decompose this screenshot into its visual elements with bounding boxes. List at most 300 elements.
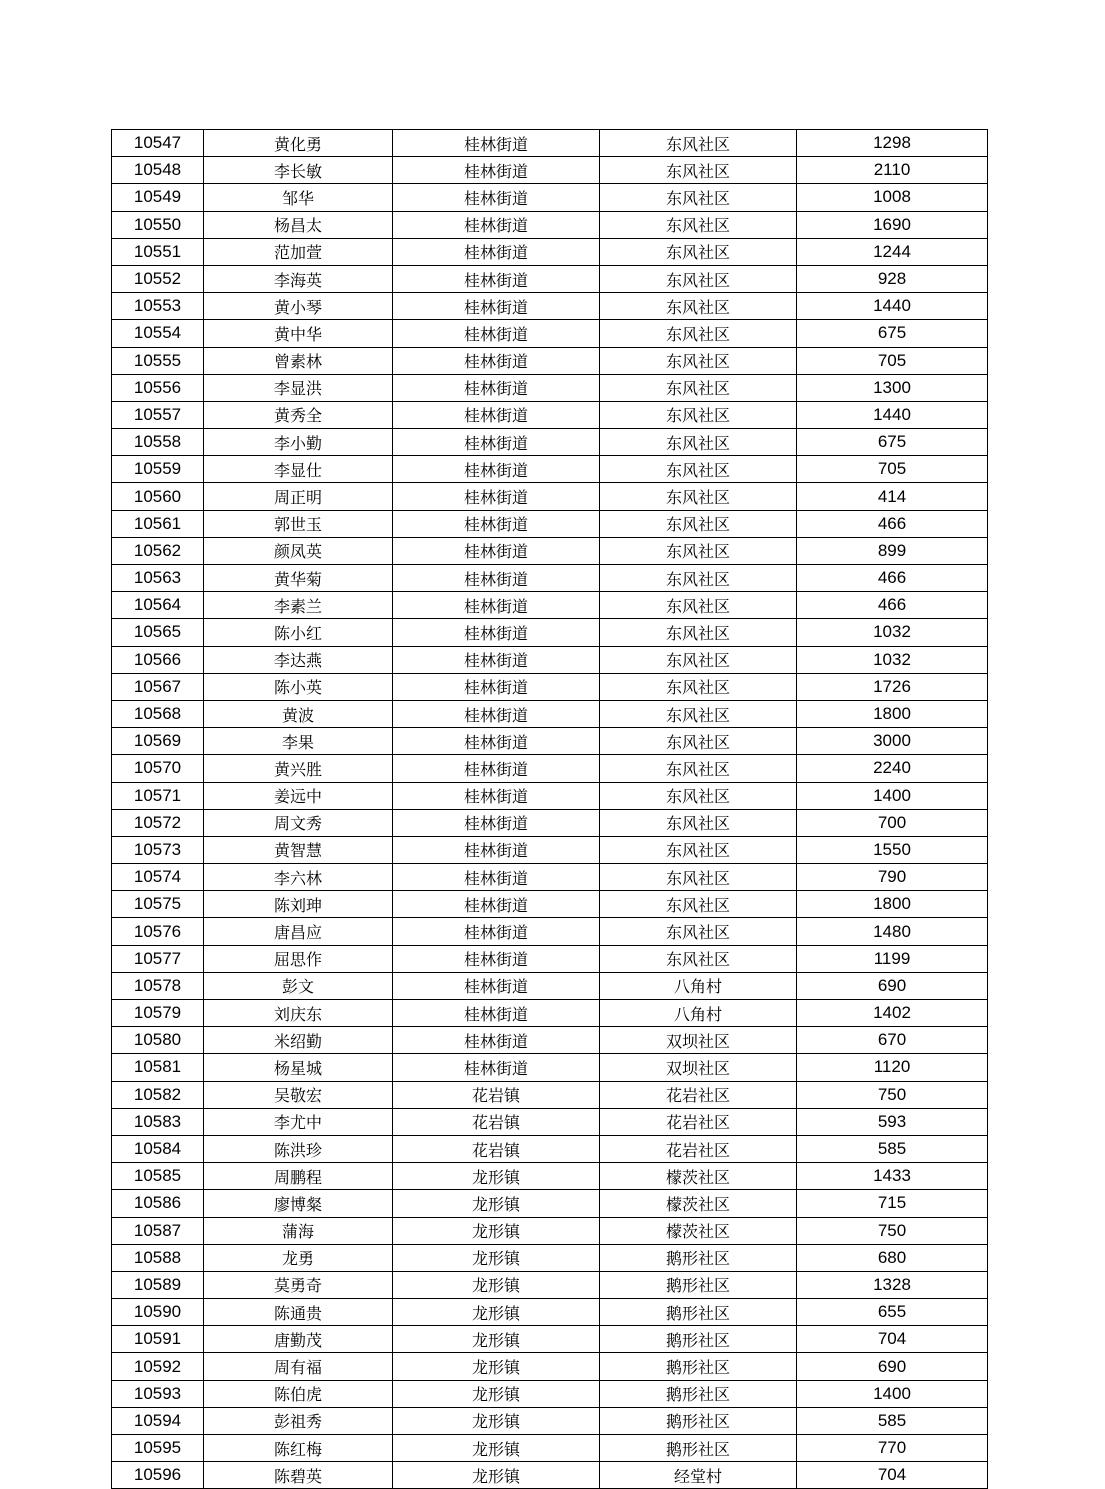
amount-cell: 705 [797, 456, 988, 483]
name-cell: 黄波 [204, 700, 393, 727]
community-cell: 东风社区 [600, 483, 797, 510]
amount-cell: 750 [797, 1081, 988, 1108]
street-cell: 桂林街道 [393, 945, 600, 972]
table-row [112, 945, 988, 972]
name-cell: 李小勤 [204, 429, 393, 456]
community-cell: 鹅形社区 [600, 1271, 797, 1298]
table-row [112, 293, 988, 320]
street-cell: 桂林街道 [393, 537, 600, 564]
id-cell: 10594 [112, 1407, 204, 1434]
id-cell: 10573 [112, 836, 204, 863]
name-cell: 黄智慧 [204, 836, 393, 863]
amount-cell: 690 [797, 972, 988, 999]
table-row [112, 320, 988, 347]
street-cell: 桂林街道 [393, 265, 600, 292]
id-cell: 10572 [112, 809, 204, 836]
community-cell: 东风社区 [600, 238, 797, 265]
table-row [112, 918, 988, 945]
street-cell: 桂林街道 [393, 592, 600, 619]
id-cell: 10593 [112, 1380, 204, 1407]
table-row [112, 130, 988, 157]
id-cell: 10559 [112, 456, 204, 483]
amount-cell: 1550 [797, 836, 988, 863]
id-cell: 10555 [112, 347, 204, 374]
amount-cell: 1032 [797, 619, 988, 646]
table-row [112, 565, 988, 592]
community-cell: 东风社区 [600, 537, 797, 564]
name-cell: 黄化勇 [204, 130, 393, 157]
table-row [112, 1244, 988, 1271]
street-cell: 龙形镇 [393, 1435, 600, 1462]
name-cell: 陈小英 [204, 673, 393, 700]
community-cell: 东风社区 [600, 374, 797, 401]
name-cell: 李尤中 [204, 1108, 393, 1135]
id-cell: 10568 [112, 700, 204, 727]
id-cell: 10571 [112, 782, 204, 809]
name-cell: 陈通贵 [204, 1299, 393, 1326]
amount-cell: 1440 [797, 293, 988, 320]
id-cell: 10570 [112, 755, 204, 782]
data-table [111, 129, 988, 1489]
id-cell: 10567 [112, 673, 204, 700]
id-cell: 10569 [112, 728, 204, 755]
amount-cell: 690 [797, 1353, 988, 1380]
id-cell: 10584 [112, 1135, 204, 1162]
street-cell: 龙形镇 [393, 1462, 600, 1489]
table-row [112, 1435, 988, 1462]
name-cell: 姜远中 [204, 782, 393, 809]
id-cell: 10580 [112, 1027, 204, 1054]
street-cell: 桂林街道 [393, 130, 600, 157]
table-row [112, 211, 988, 238]
community-cell: 八角村 [600, 1000, 797, 1027]
amount-cell: 1008 [797, 184, 988, 211]
id-cell: 10591 [112, 1326, 204, 1353]
community-cell: 花岩社区 [600, 1135, 797, 1162]
name-cell: 彭祖秀 [204, 1407, 393, 1434]
id-cell: 10554 [112, 320, 204, 347]
table-row [112, 1462, 988, 1489]
name-cell: 陈洪珍 [204, 1135, 393, 1162]
amount-cell: 585 [797, 1135, 988, 1162]
table-row [112, 510, 988, 537]
street-cell: 龙形镇 [393, 1407, 600, 1434]
table-row [112, 864, 988, 891]
community-cell: 鹅形社区 [600, 1244, 797, 1271]
table-row [112, 238, 988, 265]
table-row [112, 836, 988, 863]
street-cell: 龙形镇 [393, 1271, 600, 1298]
name-cell: 曾素林 [204, 347, 393, 374]
amount-cell: 704 [797, 1462, 988, 1489]
table-row [112, 456, 988, 483]
name-cell: 颜凤英 [204, 537, 393, 564]
street-cell: 龙形镇 [393, 1299, 600, 1326]
amount-cell: 2240 [797, 755, 988, 782]
id-cell: 10562 [112, 537, 204, 564]
id-cell: 10583 [112, 1108, 204, 1135]
id-cell: 10590 [112, 1299, 204, 1326]
amount-cell: 675 [797, 320, 988, 347]
name-cell: 邹华 [204, 184, 393, 211]
name-cell: 陈伯虎 [204, 1380, 393, 1407]
street-cell: 桂林街道 [393, 918, 600, 945]
street-cell: 桂林街道 [393, 293, 600, 320]
table-row [112, 1027, 988, 1054]
id-cell: 10549 [112, 184, 204, 211]
table-row [112, 1407, 988, 1434]
amount-cell: 750 [797, 1217, 988, 1244]
table-row [112, 700, 988, 727]
name-cell: 黄小琴 [204, 293, 393, 320]
name-cell: 周正明 [204, 483, 393, 510]
name-cell: 陈小红 [204, 619, 393, 646]
community-cell: 东风社区 [600, 456, 797, 483]
id-cell: 10557 [112, 401, 204, 428]
table-row [112, 347, 988, 374]
street-cell: 桂林街道 [393, 429, 600, 456]
table-row [112, 1326, 988, 1353]
street-cell: 龙形镇 [393, 1326, 600, 1353]
name-cell: 周鹏程 [204, 1163, 393, 1190]
id-cell: 10577 [112, 945, 204, 972]
table-row [112, 401, 988, 428]
id-cell: 10581 [112, 1054, 204, 1081]
community-cell: 檬茨社区 [600, 1190, 797, 1217]
id-cell: 10548 [112, 157, 204, 184]
name-cell: 黄秀全 [204, 401, 393, 428]
street-cell: 桂林街道 [393, 374, 600, 401]
community-cell: 东风社区 [600, 510, 797, 537]
community-cell: 东风社区 [600, 592, 797, 619]
street-cell: 花岩镇 [393, 1081, 600, 1108]
community-cell: 鹅形社区 [600, 1353, 797, 1380]
name-cell: 莫勇奇 [204, 1271, 393, 1298]
amount-cell: 770 [797, 1435, 988, 1462]
name-cell: 范加萱 [204, 238, 393, 265]
amount-cell: 715 [797, 1190, 988, 1217]
street-cell: 桂林街道 [393, 972, 600, 999]
id-cell: 10575 [112, 891, 204, 918]
community-cell: 东风社区 [600, 673, 797, 700]
amount-cell: 1328 [797, 1271, 988, 1298]
amount-cell: 704 [797, 1326, 988, 1353]
name-cell: 黄兴胜 [204, 755, 393, 782]
community-cell: 双坝社区 [600, 1054, 797, 1081]
name-cell: 彭文 [204, 972, 393, 999]
id-cell: 10574 [112, 864, 204, 891]
id-cell: 10564 [112, 592, 204, 619]
table-row [112, 483, 988, 510]
street-cell: 桂林街道 [393, 836, 600, 863]
amount-cell: 675 [797, 429, 988, 456]
id-cell: 10558 [112, 429, 204, 456]
street-cell: 桂林街道 [393, 1000, 600, 1027]
amount-cell: 1032 [797, 646, 988, 673]
community-cell: 鹅形社区 [600, 1435, 797, 1462]
street-cell: 龙形镇 [393, 1163, 600, 1190]
amount-cell: 1433 [797, 1163, 988, 1190]
street-cell: 桂林街道 [393, 211, 600, 238]
street-cell: 花岩镇 [393, 1108, 600, 1135]
amount-cell: 670 [797, 1027, 988, 1054]
amount-cell: 1726 [797, 673, 988, 700]
street-cell: 桂林街道 [393, 619, 600, 646]
street-cell: 桂林街道 [393, 755, 600, 782]
table-row [112, 1135, 988, 1162]
name-cell: 周有福 [204, 1353, 393, 1380]
table-row [112, 592, 988, 619]
id-cell: 10579 [112, 1000, 204, 1027]
street-cell: 龙形镇 [393, 1244, 600, 1271]
street-cell: 桂林街道 [393, 320, 600, 347]
id-cell: 10576 [112, 918, 204, 945]
street-cell: 桂林街道 [393, 809, 600, 836]
amount-cell: 1400 [797, 782, 988, 809]
id-cell: 10587 [112, 1217, 204, 1244]
table-row [112, 374, 988, 401]
street-cell: 桂林街道 [393, 1027, 600, 1054]
id-cell: 10553 [112, 293, 204, 320]
table-row [112, 1190, 988, 1217]
table-row [112, 1353, 988, 1380]
amount-cell: 899 [797, 537, 988, 564]
id-cell: 10551 [112, 238, 204, 265]
amount-cell: 1244 [797, 238, 988, 265]
table-row [112, 891, 988, 918]
table-row [112, 619, 988, 646]
id-cell: 10552 [112, 265, 204, 292]
amount-cell: 1298 [797, 130, 988, 157]
table-row [112, 728, 988, 755]
table-row [112, 1380, 988, 1407]
street-cell: 龙形镇 [393, 1217, 600, 1244]
table-row [112, 429, 988, 456]
table-row [112, 1217, 988, 1244]
community-cell: 东风社区 [600, 728, 797, 755]
table-row [112, 755, 988, 782]
community-cell: 鹅形社区 [600, 1326, 797, 1353]
id-cell: 10582 [112, 1081, 204, 1108]
table-row [112, 265, 988, 292]
name-cell: 李显仕 [204, 456, 393, 483]
name-cell: 李海英 [204, 265, 393, 292]
table-row [112, 157, 988, 184]
community-cell: 东风社区 [600, 265, 797, 292]
street-cell: 桂林街道 [393, 782, 600, 809]
name-cell: 黄中华 [204, 320, 393, 347]
community-cell: 东风社区 [600, 429, 797, 456]
amount-cell: 466 [797, 565, 988, 592]
community-cell: 檬茨社区 [600, 1163, 797, 1190]
id-cell: 10585 [112, 1163, 204, 1190]
table-row [112, 972, 988, 999]
amount-cell: 1440 [797, 401, 988, 428]
community-cell: 鹅形社区 [600, 1407, 797, 1434]
community-cell: 东风社区 [600, 755, 797, 782]
community-cell: 东风社区 [600, 700, 797, 727]
id-cell: 10588 [112, 1244, 204, 1271]
community-cell: 东风社区 [600, 945, 797, 972]
name-cell: 陈红梅 [204, 1435, 393, 1462]
community-cell: 东风社区 [600, 918, 797, 945]
street-cell: 桂林街道 [393, 456, 600, 483]
street-cell: 桂林街道 [393, 401, 600, 428]
table-body [112, 130, 988, 1489]
community-cell: 东风社区 [600, 809, 797, 836]
table-row [112, 1163, 988, 1190]
community-cell: 东风社区 [600, 401, 797, 428]
name-cell: 李长敏 [204, 157, 393, 184]
name-cell: 李六林 [204, 864, 393, 891]
community-cell: 八角村 [600, 972, 797, 999]
id-cell: 10560 [112, 483, 204, 510]
street-cell: 桂林街道 [393, 565, 600, 592]
street-cell: 龙形镇 [393, 1353, 600, 1380]
name-cell: 唐勤茂 [204, 1326, 393, 1353]
name-cell: 陈刘珅 [204, 891, 393, 918]
amount-cell: 1480 [797, 918, 988, 945]
name-cell: 杨昌太 [204, 211, 393, 238]
street-cell: 桂林街道 [393, 238, 600, 265]
id-cell: 10561 [112, 510, 204, 537]
name-cell: 吴敬宏 [204, 1081, 393, 1108]
street-cell: 桂林街道 [393, 646, 600, 673]
name-cell: 李果 [204, 728, 393, 755]
community-cell: 鹅形社区 [600, 1380, 797, 1407]
id-cell: 10595 [112, 1435, 204, 1462]
street-cell: 桂林街道 [393, 891, 600, 918]
name-cell: 李素兰 [204, 592, 393, 619]
name-cell: 蒲海 [204, 1217, 393, 1244]
street-cell: 花岩镇 [393, 1135, 600, 1162]
name-cell: 李达燕 [204, 646, 393, 673]
street-cell: 桂林街道 [393, 700, 600, 727]
community-cell: 东风社区 [600, 646, 797, 673]
street-cell: 龙形镇 [393, 1380, 600, 1407]
community-cell: 东风社区 [600, 211, 797, 238]
id-cell: 10589 [112, 1271, 204, 1298]
table-row [112, 1000, 988, 1027]
table-row [112, 1108, 988, 1135]
id-cell: 10586 [112, 1190, 204, 1217]
table-row [112, 782, 988, 809]
community-cell: 鹅形社区 [600, 1299, 797, 1326]
table-row [112, 809, 988, 836]
amount-cell: 700 [797, 809, 988, 836]
community-cell: 东风社区 [600, 864, 797, 891]
street-cell: 桂林街道 [393, 1054, 600, 1081]
id-cell: 10565 [112, 619, 204, 646]
name-cell: 黄华菊 [204, 565, 393, 592]
street-cell: 桂林街道 [393, 157, 600, 184]
community-cell: 东风社区 [600, 619, 797, 646]
street-cell: 桂林街道 [393, 673, 600, 700]
table-row [112, 673, 988, 700]
table-row [112, 537, 988, 564]
amount-cell: 585 [797, 1407, 988, 1434]
id-cell: 10563 [112, 565, 204, 592]
community-cell: 东风社区 [600, 130, 797, 157]
street-cell: 桂林街道 [393, 864, 600, 891]
amount-cell: 2110 [797, 157, 988, 184]
street-cell: 桂林街道 [393, 347, 600, 374]
community-cell: 东风社区 [600, 782, 797, 809]
name-cell: 杨星城 [204, 1054, 393, 1081]
amount-cell: 705 [797, 347, 988, 374]
table-row [112, 646, 988, 673]
community-cell: 东风社区 [600, 891, 797, 918]
amount-cell: 466 [797, 592, 988, 619]
amount-cell: 414 [797, 483, 988, 510]
name-cell: 唐昌应 [204, 918, 393, 945]
amount-cell: 1199 [797, 945, 988, 972]
street-cell: 桂林街道 [393, 510, 600, 537]
amount-cell: 680 [797, 1244, 988, 1271]
street-cell: 桂林街道 [393, 483, 600, 510]
street-cell: 桂林街道 [393, 184, 600, 211]
amount-cell: 3000 [797, 728, 988, 755]
community-cell: 东风社区 [600, 293, 797, 320]
id-cell: 10556 [112, 374, 204, 401]
community-cell: 双坝社区 [600, 1027, 797, 1054]
name-cell: 刘庆东 [204, 1000, 393, 1027]
id-cell: 10550 [112, 211, 204, 238]
table-row [112, 1271, 988, 1298]
table-row [112, 184, 988, 211]
name-cell: 陈碧英 [204, 1462, 393, 1489]
community-cell: 东风社区 [600, 320, 797, 347]
amount-cell: 1400 [797, 1380, 988, 1407]
amount-cell: 593 [797, 1108, 988, 1135]
community-cell: 经堂村 [600, 1462, 797, 1489]
amount-cell: 928 [797, 265, 988, 292]
amount-cell: 1690 [797, 211, 988, 238]
amount-cell: 1402 [797, 1000, 988, 1027]
community-cell: 东风社区 [600, 347, 797, 374]
table-row [112, 1081, 988, 1108]
amount-cell: 1300 [797, 374, 988, 401]
community-cell: 花岩社区 [600, 1108, 797, 1135]
id-cell: 10547 [112, 130, 204, 157]
community-cell: 东风社区 [600, 565, 797, 592]
id-cell: 10596 [112, 1462, 204, 1489]
id-cell: 10592 [112, 1353, 204, 1380]
amount-cell: 466 [797, 510, 988, 537]
table-row [112, 1299, 988, 1326]
name-cell: 周文秀 [204, 809, 393, 836]
name-cell: 李显洪 [204, 374, 393, 401]
community-cell: 花岩社区 [600, 1081, 797, 1108]
street-cell: 龙形镇 [393, 1190, 600, 1217]
community-cell: 东风社区 [600, 836, 797, 863]
name-cell: 龙勇 [204, 1244, 393, 1271]
id-cell: 10578 [112, 972, 204, 999]
name-cell: 屈思作 [204, 945, 393, 972]
amount-cell: 1120 [797, 1054, 988, 1081]
amount-cell: 1800 [797, 891, 988, 918]
name-cell: 廖博粲 [204, 1190, 393, 1217]
street-cell: 桂林街道 [393, 728, 600, 755]
amount-cell: 655 [797, 1299, 988, 1326]
community-cell: 东风社区 [600, 157, 797, 184]
id-cell: 10566 [112, 646, 204, 673]
amount-cell: 790 [797, 864, 988, 891]
name-cell: 郭世玉 [204, 510, 393, 537]
name-cell: 米绍勤 [204, 1027, 393, 1054]
community-cell: 檬茨社区 [600, 1217, 797, 1244]
community-cell: 东风社区 [600, 184, 797, 211]
